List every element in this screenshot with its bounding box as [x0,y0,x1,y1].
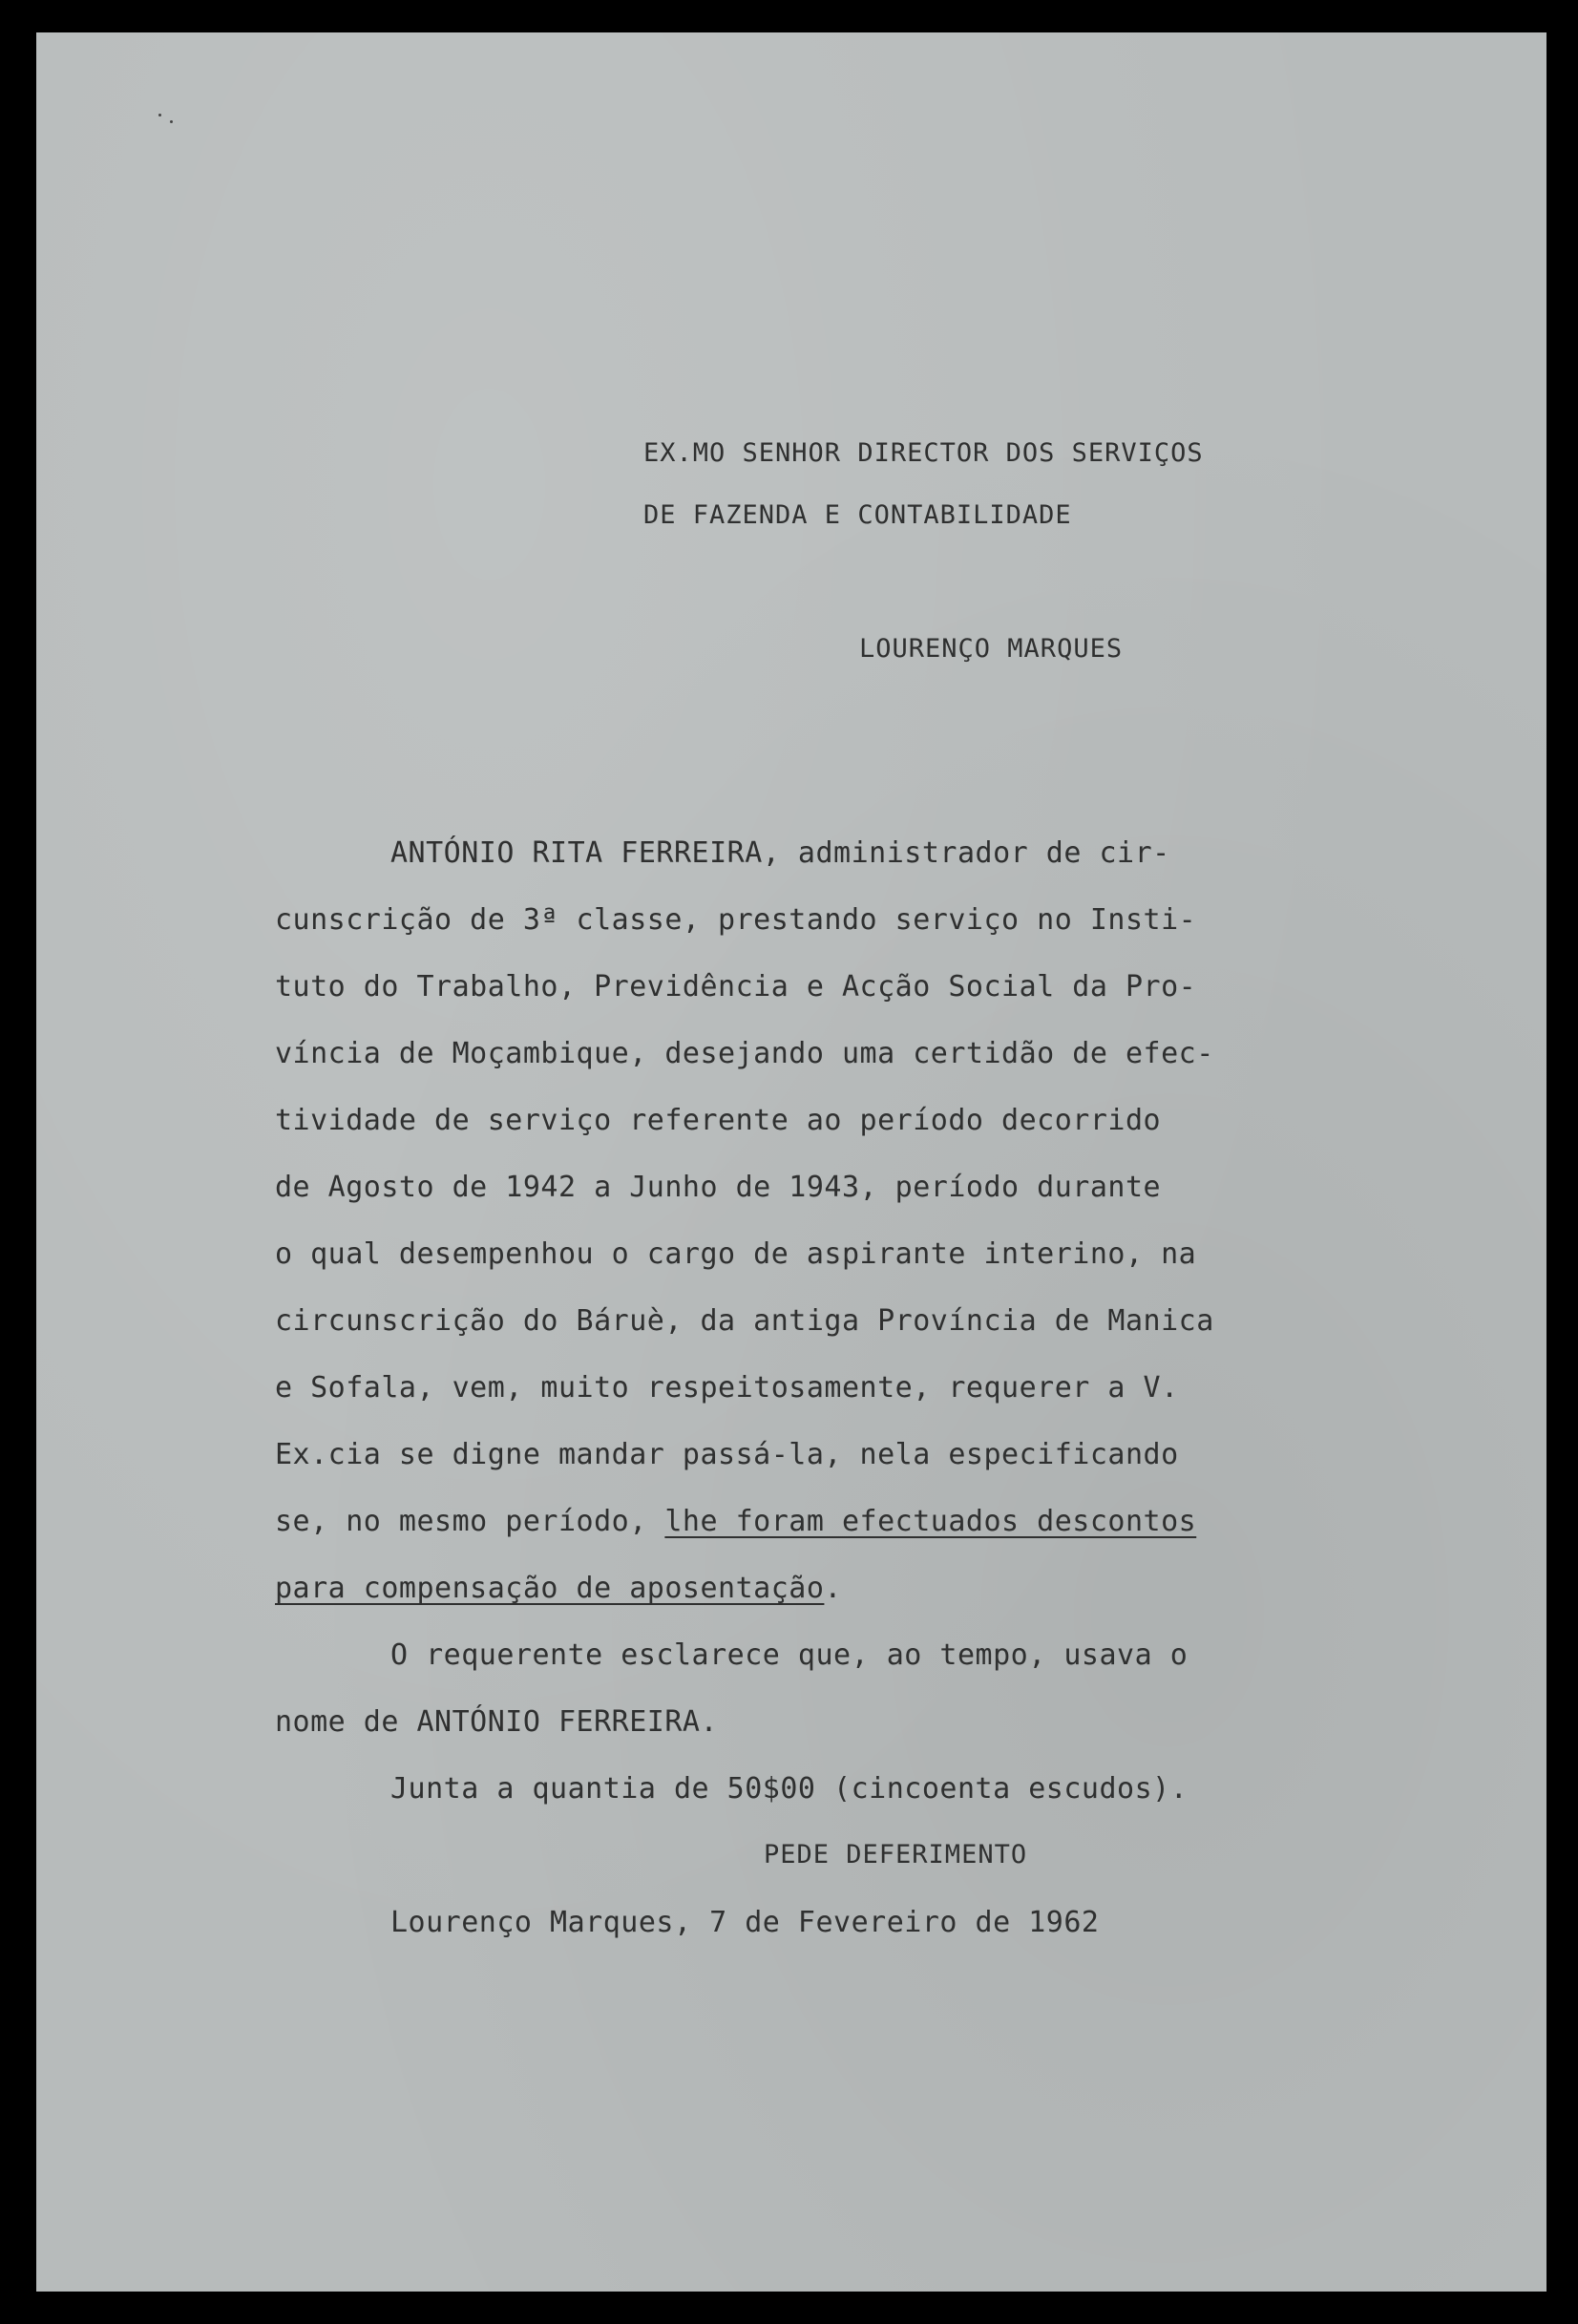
body-line: e Sofala, vem, muito respeitosamente, requerer a V. [275,1371,1179,1405]
address-line-1: EX.MO SENHOR DIRECTOR DOS SERVIÇOS [643,438,1204,468]
ink-speck [158,114,161,116]
body-line: circunscrição do Báruè, da antiga Província de Manica [275,1304,1214,1338]
address-city: LOURENÇO MARQUES [859,634,1124,664]
body-line: de Agosto de 1942 a Junho de 1943, período durante [275,1171,1162,1204]
ink-speck [170,120,173,123]
place-and-date: Lourenço Marques, 7 de Fevereiro de 1962 [390,1906,1100,1939]
body-line: Junta a quantia de 50$00 (cincoenta escudos). [390,1772,1189,1806]
body-line [275,1555,842,1622]
body-line: o qual desempenhou o cargo de aspirante interino, na [275,1237,1197,1271]
closing-request: PEDE DEFERIMENTO [764,1840,1028,1870]
paper-sheet [36,32,1546,2292]
body-line: nome de ANTÓNIO FERREIRA. [275,1705,719,1739]
body-line: O requerente esclarece que, ao tempo, usava o [390,1638,1189,1672]
body-line: Ex.cia se digne mandar passá-la, nela especificando [275,1438,1179,1471]
body-line: ANTÓNIO RITA FERREIRA, administrador de cir- [390,836,1170,870]
body-line: cunscrição de 3ª classe, prestando serviço no Insti- [275,903,1197,937]
body-line: víncia de Moçambique, desejando uma certidão de efec- [275,1037,1214,1070]
body-line: tuto do Trabalho, Previdência e Acção Social da Pro- [275,970,1197,1004]
body-line [275,1489,1196,1555]
body-text: se, no mesmo período, [275,1505,665,1538]
address-line-2: DE FAZENDA E CONTABILIDADE [643,500,1072,530]
underlined-text: para compensação de aposentação [275,1572,825,1605]
underlined-text: lhe foram efectuados descontos [664,1505,1197,1538]
body-text: . [824,1572,842,1605]
body-line: tividade de serviço referente ao período decorrido [275,1104,1162,1137]
